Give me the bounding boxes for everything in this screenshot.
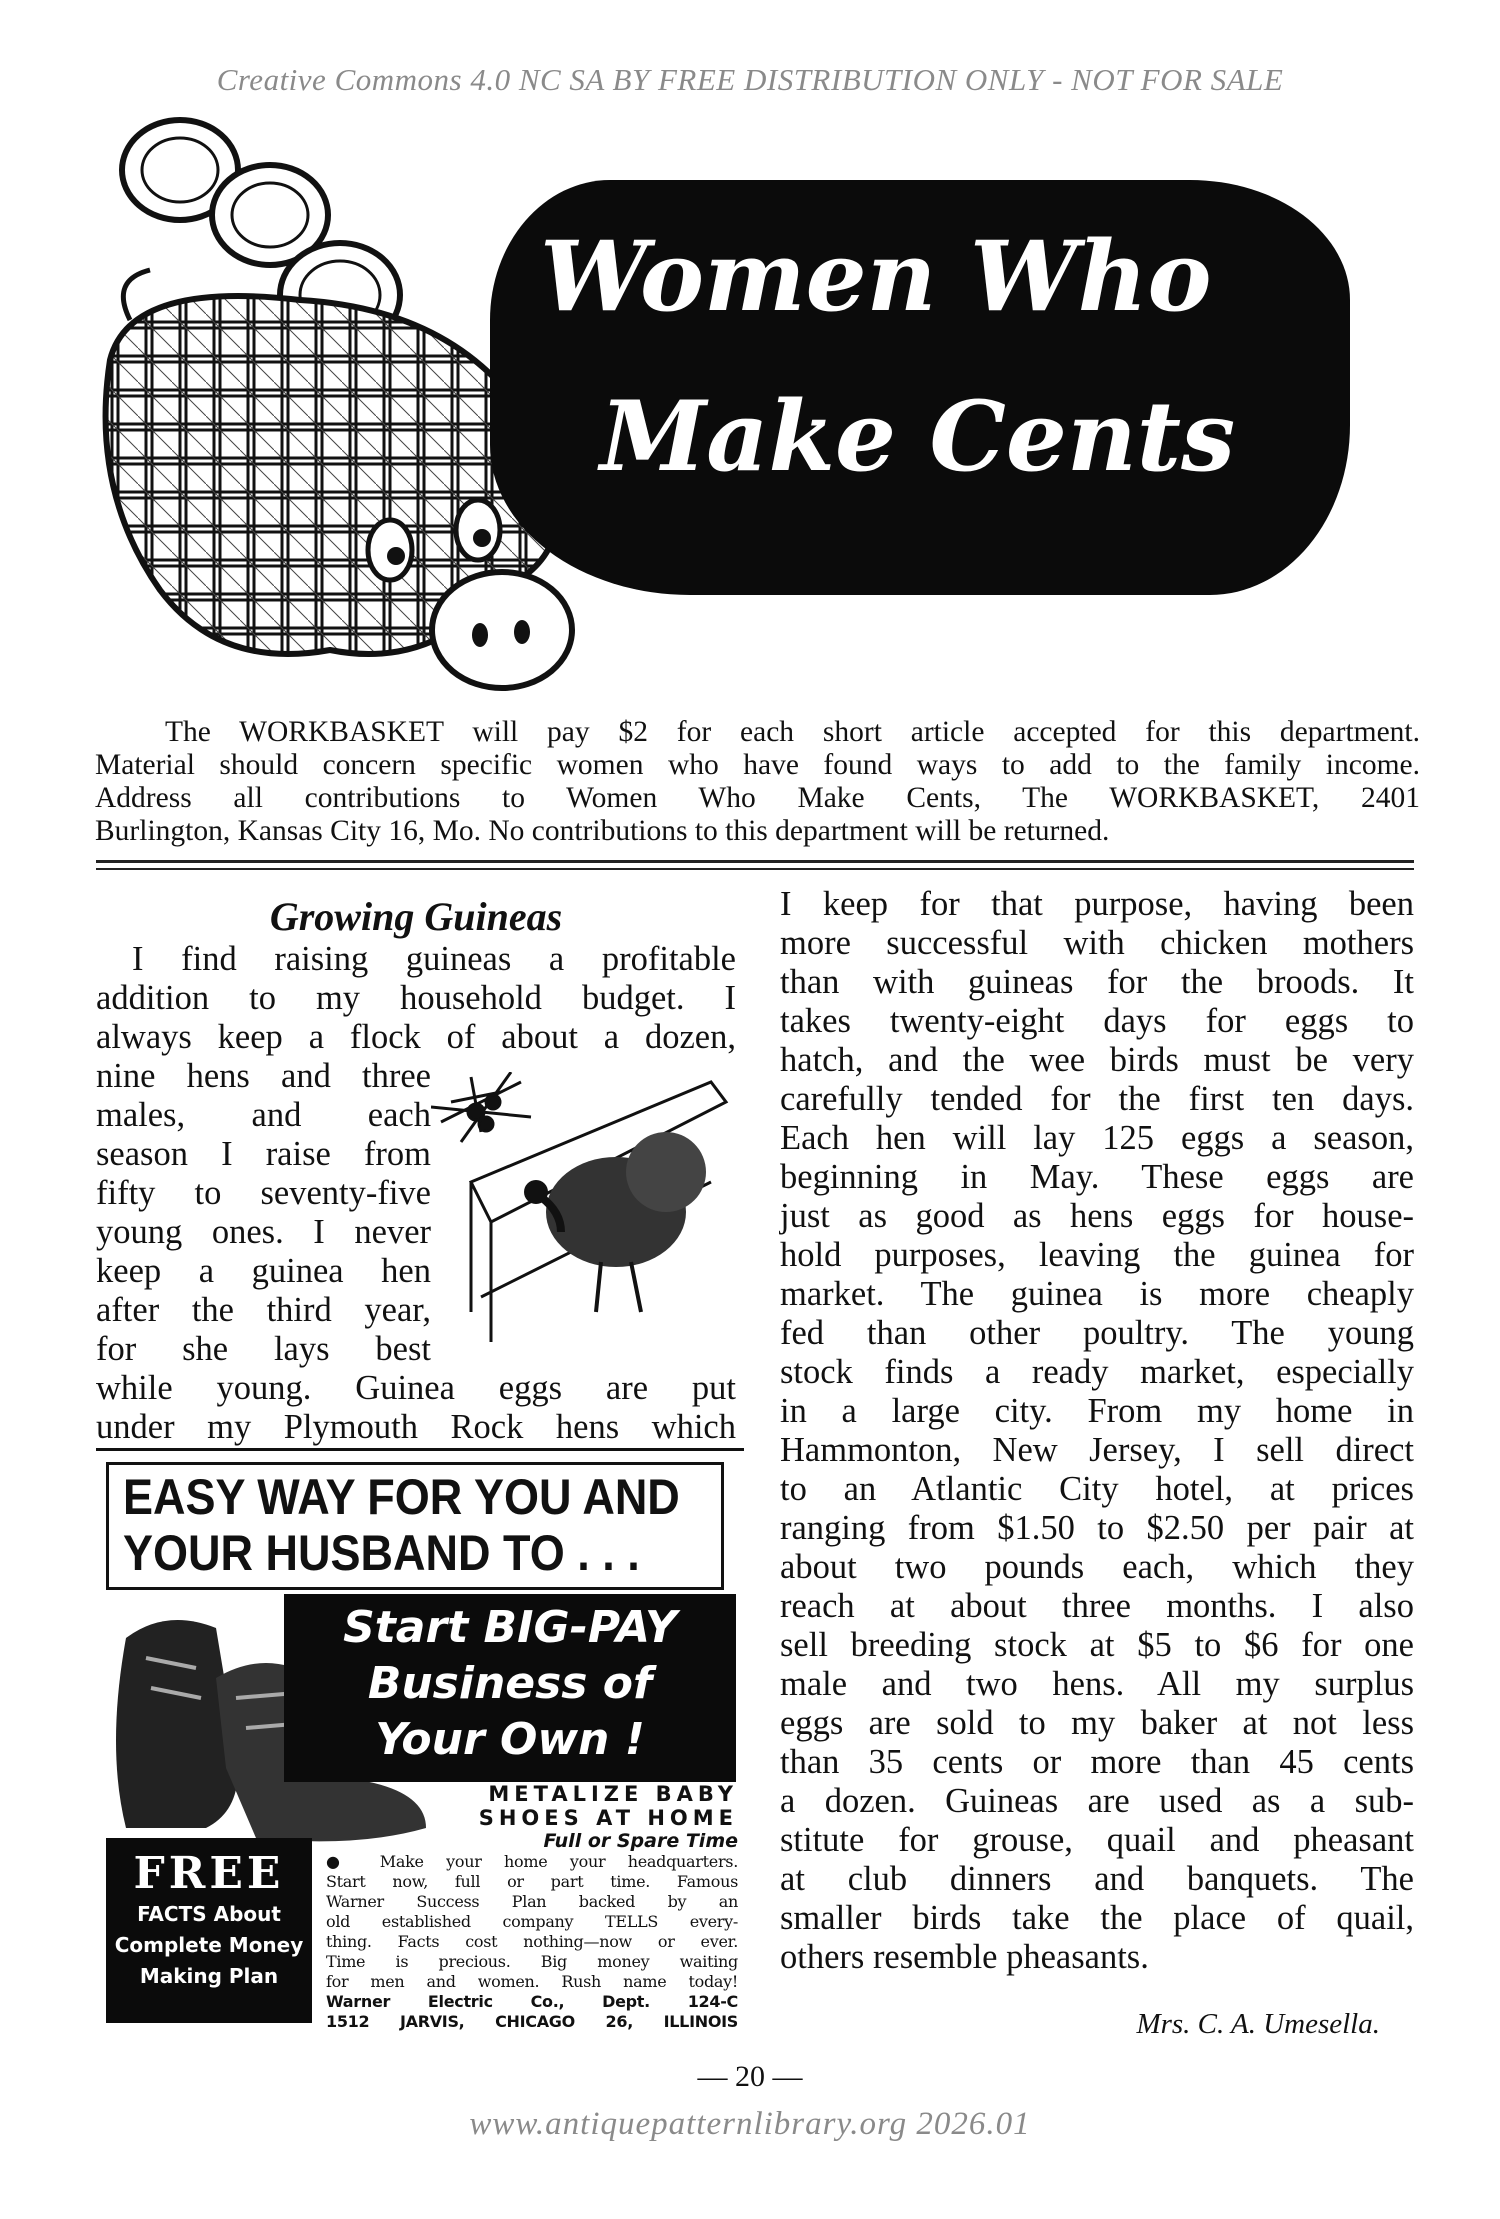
ad-italic: Full or Spare Time: [543, 1830, 738, 1852]
advertisement[interactable]: [96, 1448, 744, 2033]
ad-body-line: Start now, full or part time. Famous: [326, 1872, 738, 1891]
ad-subhead: METALIZE BABY: [488, 1782, 738, 1806]
ad-banner-line: Your Own !: [375, 1714, 645, 1765]
article-right-column: [780, 885, 1414, 1977]
intro-line: Material should concern specific women who have found ways to add to the family income.: [95, 749, 1420, 781]
article-line: takes twenty-eight days for eggs to: [780, 1002, 1414, 1040]
article-line: fed than other poultry. The young: [780, 1314, 1414, 1352]
article-line: Hammonton, New Jersey, I sell direct: [780, 1431, 1414, 1469]
article-line: while young. Guinea eggs are put: [96, 1369, 736, 1407]
article-line: at club dinners and banquets. The: [780, 1860, 1414, 1898]
ad-body-line: Warner Success Plan backed by an: [326, 1892, 738, 1911]
article-title: Growing Guineas: [269, 894, 563, 939]
ad-body-line: 1512 JARVIS, CHICAGO 26, ILLINOIS: [326, 2012, 738, 2031]
free-label: FREE: [133, 1848, 285, 1899]
article-line: fifty to seventy-five: [96, 1174, 431, 1212]
article-line: Each hen will lay 125 eggs a season,: [780, 1119, 1414, 1157]
article-line: a dozen. Guineas are used as a sub-: [780, 1782, 1414, 1820]
free-line: Making Plan: [139, 1964, 279, 1988]
free-line: Complete Money: [114, 1933, 304, 1957]
ad-body-line: for men and women. Rush name today!: [326, 1972, 738, 1991]
article-line: reach at about three months. I also: [780, 1587, 1414, 1625]
intro-line: Address all contributions to Women Who Make Cents, The WORKBASKET, 2401: [95, 782, 1420, 814]
title-banner: [490, 180, 1350, 595]
article-line: addition to my household budget. I: [96, 979, 736, 1017]
article-line: others resemble pheasants.: [780, 1938, 1149, 1976]
ad-copy: [326, 1782, 738, 2032]
article-line: carefully tended for the first ten days.: [780, 1080, 1414, 1118]
divider-rule: [96, 868, 1414, 870]
article-line: than with guineas for the broods. It: [780, 963, 1414, 1001]
guinea-fowl-illustration: [431, 1072, 731, 1347]
article-line: more successful with chicken mothers: [780, 924, 1414, 962]
ad-body-line: ● Make your home your headquarters.: [326, 1852, 738, 1871]
article-line: to an Atlantic City hotel, at prices: [780, 1470, 1414, 1508]
article-line: stitute for grouse, quail and pheasant: [780, 1821, 1414, 1859]
article-line: hatch, and the wee birds must be very: [780, 1041, 1414, 1079]
article-line: after the third year,: [96, 1291, 431, 1329]
article-line: beginning in May. These eggs are: [780, 1158, 1414, 1196]
article-line: smaller birds take the place of quail,: [780, 1899, 1414, 1937]
ad-body-line: Time is precious. Big money waiting: [326, 1952, 738, 1971]
article-line: sell breeding stock at $5 to $6 for one: [780, 1626, 1414, 1664]
article-line: than 35 cents or more than 45 cents: [780, 1743, 1414, 1781]
article-line: I find raising guineas a profitable: [132, 940, 736, 978]
article-line: I keep for that purpose, having been: [780, 885, 1414, 923]
article-line: always keep a flock of about a dozen,: [96, 1018, 736, 1056]
intro-line: Burlington, Kansas City 16, Mo. No contributions to this department will be returned.: [95, 815, 1110, 847]
article-line: under my Plymouth Rock hens which: [96, 1408, 736, 1446]
article-line: about two pounds each, which they: [780, 1548, 1414, 1586]
department-intro: [95, 716, 1420, 848]
divider-rule: [96, 860, 1414, 863]
article-line: season I raise from: [96, 1135, 431, 1173]
ad-body-line: old established company TELLS every-: [326, 1912, 738, 1931]
article-line: hold purposes, leaving the guinea for: [780, 1236, 1414, 1274]
article-line: male and two hens. All my surplus: [780, 1665, 1414, 1703]
article-line: stock finds a ready market, especially: [780, 1353, 1414, 1391]
article-line: just as good as hens eggs for house-: [780, 1197, 1414, 1235]
article-line: market. The guinea is more cheaply: [780, 1275, 1414, 1313]
ad-body-line: Warner Electric Co., Dept. 124-C: [326, 1992, 738, 2011]
ad-headline-line: YOUR HUSBAND TO . . .: [123, 1525, 640, 1581]
free-line: FACTS About: [137, 1902, 281, 1926]
intro-line: The WORKBASKET will pay $2 for each short article accepted for this department.: [165, 716, 1420, 748]
article-line: in a large city. From my home in: [780, 1392, 1414, 1430]
ad-subhead: SHOES AT HOME: [478, 1806, 738, 1830]
title-line-1: Women Who: [540, 220, 1212, 333]
ad-headline: [106, 1462, 724, 1590]
article-line: young ones. I never: [96, 1213, 431, 1251]
footer-url: www.antiquepatternlibrary.org 2026.01: [469, 2106, 1031, 2142]
article-line: eggs are sold to my baker at not less: [780, 1704, 1414, 1742]
free-facts-box: [106, 1838, 312, 2023]
article-line: nine hens and three: [96, 1057, 431, 1095]
ad-banner-line: Business of: [367, 1658, 653, 1709]
article-line: for she lays best: [96, 1330, 431, 1368]
article-line: males, and each: [96, 1096, 431, 1134]
ad-body-line: thing. Facts cost nothing—now or ever.: [326, 1932, 738, 1951]
page-number: — 20 —: [697, 2060, 803, 2093]
ad-banner-line: Start BIG-PAY: [343, 1602, 677, 1653]
article-line: keep a guinea hen: [96, 1252, 431, 1290]
author-signature: Mrs. C. A. Umesella.: [1136, 2008, 1380, 2040]
title-line-2: Make Cents: [600, 380, 1236, 493]
ad-headline-line: EASY WAY FOR YOU AND: [123, 1469, 680, 1525]
ad-banner: [284, 1594, 736, 1782]
article-line: ranging from $1.50 to $2.50 per pair at: [780, 1509, 1414, 1547]
license-notice: Creative Commons 4.0 NC SA BY FREE DISTRIBUTION ONLY - NOT FOR SALE: [216, 62, 1284, 97]
